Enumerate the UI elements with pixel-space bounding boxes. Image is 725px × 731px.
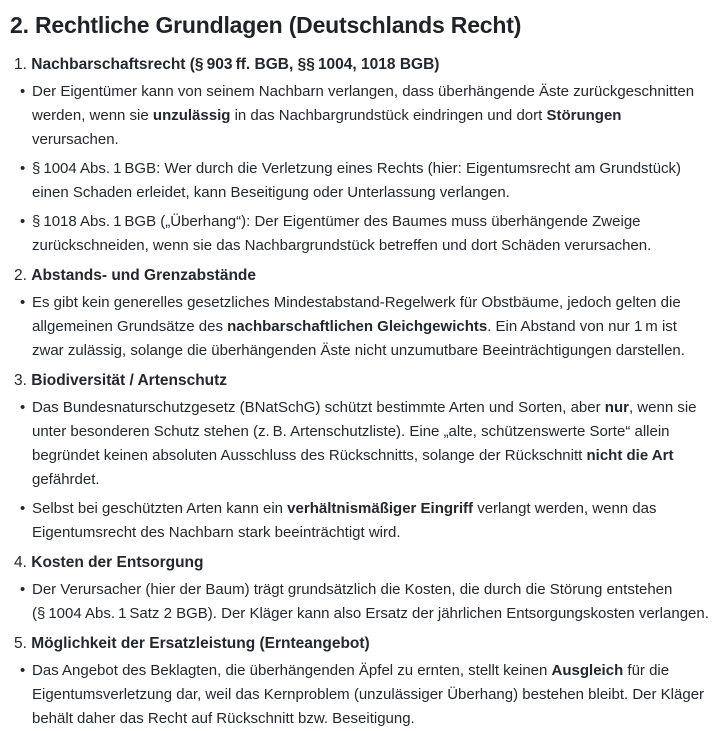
bullet-text: § 1004 Abs. 1 BGB: Wer durch die Verletzung eines Rechts (hier: Eigentumsrecht am Grundstück) einen Schaden erleidet, kann Beseitigung oder Unterlassung verlangen. [32, 160, 682, 201]
bullet-list [10, 291, 710, 363]
section-heading [10, 53, 710, 77]
bullet-item [10, 157, 710, 205]
bullet-item [10, 659, 710, 731]
section-title: Nachbarschaftsrecht (§ 903 ff. BGB, §§ 1004, 1018 BGB) [31, 56, 440, 73]
bullet-text: Selbst bei geschützten Arten kann ein verhältnismäßiger Eingriff verlangt werden, wenn das Eigentumsrecht des Nachbarn stark beeinträchtigt wird. [32, 500, 657, 541]
section-title: Möglichkeit der Ersatzleistung (Ernteangebot) [31, 635, 370, 652]
section-heading [10, 369, 710, 393]
legal-section [10, 369, 710, 545]
section-heading [10, 264, 710, 288]
bullet-item [10, 291, 710, 363]
bullet-list [10, 578, 710, 626]
bullet-list [10, 80, 710, 258]
section-number: 2. [14, 267, 27, 284]
bullet-text: Es gibt kein generelles gesetzliches Mindestabstand-Regelwerk für Obstbäume, jedoch gelten die allgemeinen Grundsätze des nachbarschaftlichen Gleichgewichts. Ein Abstand von nur 1 m ist zwar zulässig, solange die überhängenden Äste nicht unzumutbare Beeinträchtigungen darstellen. [32, 294, 685, 359]
bullet-item [10, 497, 710, 545]
section-heading [10, 632, 710, 656]
bullet-text: Das Bundesnaturschutzgesetz (BNatSchG) schützt bestimmte Arten und Sorten, aber nur, wenn sie unter besonderen Schutz stehen (z. B. Artenschutzliste). Eine „alte, schützenswerte Sorte“ allein begründet keinen absoluten Ausschluss des Rückschnitts, solange der Rückschnitt nicht die Art gefährdet. [32, 399, 697, 488]
bullet-list [10, 659, 710, 731]
bullet-icon [20, 157, 25, 181]
page-title: 2. Rechtliche Grundlagen (Deutschlands Recht) [10, 12, 522, 38]
section-number: 1. [14, 56, 27, 73]
legal-section [10, 632, 710, 731]
bullet-item [10, 578, 710, 626]
legal-section [10, 264, 710, 363]
section-title: Kosten der Entsorgung [31, 554, 204, 571]
section-number: 3. [14, 372, 27, 389]
bullet-text: Der Verursacher (hier der Baum) trägt grundsätzlich die Kosten, die durch die Störung entstehen (§ 1004 Abs. 1 Satz 2 BGB). Der Kläger kann also Ersatz der jährlichen Entsorgungskosten verlangen. [32, 581, 709, 622]
section-title: Abstands- und Grenzabstände [31, 267, 257, 284]
bullet-icon [20, 291, 25, 315]
section-number: 4. [14, 554, 27, 571]
legal-section [10, 551, 710, 626]
bullet-item [10, 396, 710, 492]
bullet-list [10, 396, 710, 545]
bullet-item [10, 210, 710, 258]
bullet-text: § 1018 Abs. 1 BGB („Überhang“): Der Eigentümer des Baumes muss überhängende Zweige zurückschneiden, wenn sie das Nachbargrundstück betreffen und dort Schäden verursachen. [32, 213, 652, 254]
bullet-icon [20, 659, 25, 683]
bullet-text: Das Angebot des Beklagten, die überhängenden Äpfel zu ernten, stellt keinen Ausgleich für die Eigentumsverletzung dar, weil das Kernproblem (unzulässiger Überhang) bestehen bleibt. Der Kläger behält daher das Recht auf Rückschnitt bzw. Beseitigung. [32, 662, 705, 727]
section-heading [10, 551, 710, 575]
bullet-icon [20, 210, 25, 234]
bullet-icon [20, 497, 25, 521]
bullet-icon [20, 80, 25, 104]
legal-section [10, 53, 710, 258]
section-title: Biodiversität / Artenschutz [31, 372, 228, 389]
bullet-item [10, 80, 710, 152]
bullet-icon [20, 396, 25, 420]
bullet-text: Der Eigentümer kann von seinem Nachbarn verlangen, dass überhängende Äste zurückgeschnitten werden, wenn sie unzulässig in das Nachbargrundstück eindringen und dort Störungen verursachen. [32, 83, 695, 148]
sections-container [10, 53, 710, 731]
bullet-icon [20, 578, 25, 602]
section-number: 5. [14, 635, 27, 652]
